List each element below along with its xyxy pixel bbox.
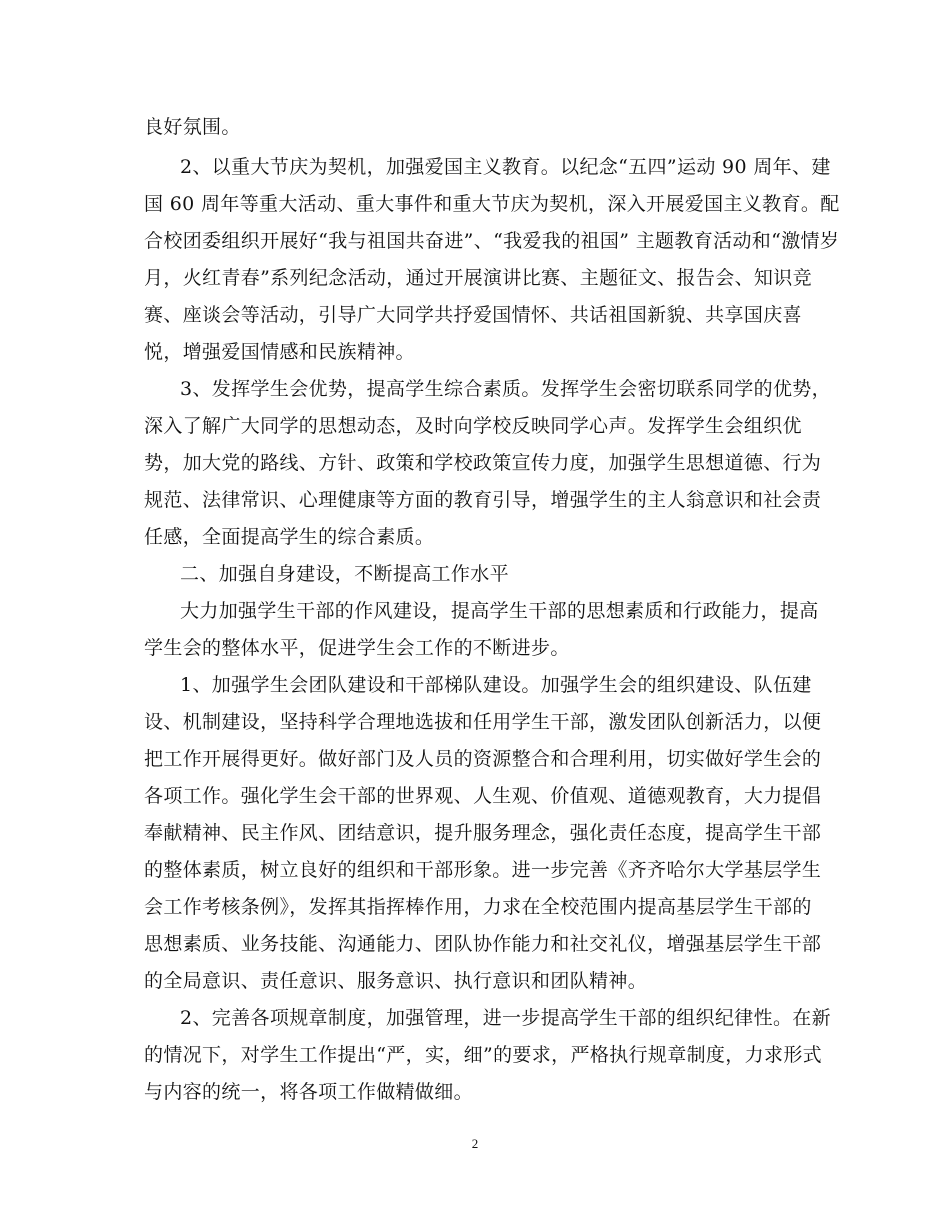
section-heading: 二、加强自身建设，不断提高工作水平 xyxy=(180,563,509,585)
text-line: 把工作开展得更好。做好部门及人员的资源整合和合理利用，切实做好学生会的 xyxy=(144,748,822,770)
text-line: 良好氛围。 xyxy=(144,116,241,138)
paragraph-first-line: 1、加强学生会团队建设和干部梯队建设。加强学生会的组织建设、队伍建 xyxy=(180,674,812,696)
text-line: 规范、法律常识、心理健康等方面的教育引导，增强学生的主人翁意识和社会责 xyxy=(144,489,822,511)
text-line: 学生会的整体水平，促进学生会工作的不断进步。 xyxy=(144,637,570,659)
text-line: 各项工作。强化学生会干部的世界观、人生观、价值观、道德观教育，大力提倡 xyxy=(144,785,822,807)
text-line: 与内容的统一，将各项工作做精做细。 xyxy=(144,1081,473,1103)
text-line: 的情况下，对学生工作提出“严，实，细”的要求，严格执行规章制度，力求形式 xyxy=(144,1044,823,1066)
text-line: 势，加大党的路线、方针、政策和学校政策宣传力度，加强学生思想道德、行为 xyxy=(144,452,822,474)
text-line: 设、机制建设，坚持科学合理地选拔和任用学生干部，激发团队创新活力，以便 xyxy=(144,711,822,733)
text-line: 思想素质、业务技能、沟通能力、团队协作能力和社交礼仪，增强基层学生干部 xyxy=(144,933,822,955)
paragraph-first-line: 大力加强学生干部的作风建设，提高学生干部的思想素质和行政能力，提高 xyxy=(180,600,819,622)
text-line: 月，火红青春”系列纪念活动，通过开展演讲比赛、主题征文、报告会、知识竞 xyxy=(144,267,812,289)
text-line: 国 60 周年等重大活动、重大事件和重大节庆为契机，深入开展爱国主义教育。配 xyxy=(144,193,840,215)
text-line: 的整体素质，树立良好的组织和干部形象。进一步完善《齐齐哈尔大学基层学生 xyxy=(144,859,822,881)
text-line: 奉献精神、民主作风、团结意识，提升服务理念，强化责任态度，提高学生干部 xyxy=(144,822,822,844)
text-line: 会工作考核条例》，发挥其指挥棒作用，力求在全校范围内提高基层学生干部的 xyxy=(144,896,812,918)
paragraph-first-line: 2、以重大节庆为契机，加强爱国主义教育。以纪念“五四”运动 90 周年、建 xyxy=(180,156,831,178)
text-line: 悦，增强爱国情感和民族精神。 xyxy=(144,341,415,363)
text-line: 合校团委组织开展好“我与祖国共奋进”、“我爱我的祖国” 主题教育活动和“激情岁 xyxy=(144,230,840,252)
paragraph-first-line: 3、发挥学生会优势，提高学生综合素质。发挥学生会密切联系同学的优势， xyxy=(180,378,831,400)
paragraph-first-line: 2、完善各项规章制度，加强管理，进一步提高学生干部的组织纪律性。在新 xyxy=(180,1007,831,1029)
text-line: 赛、座谈会等活动，引导广大同学共抒爱国情怀、共话祖国新貌、共享国庆喜 xyxy=(144,304,802,326)
text-line: 任感，全面提高学生的综合素质。 xyxy=(144,526,435,548)
text-line: 的全局意识、责任意识、服务意识、执行意识和团队精神。 xyxy=(144,970,648,992)
page-number: 2 xyxy=(471,1136,479,1151)
text-line: 深入了解广大同学的思想动态，及时向学校反映同学心声。发挥学生会组织优 xyxy=(144,415,802,437)
